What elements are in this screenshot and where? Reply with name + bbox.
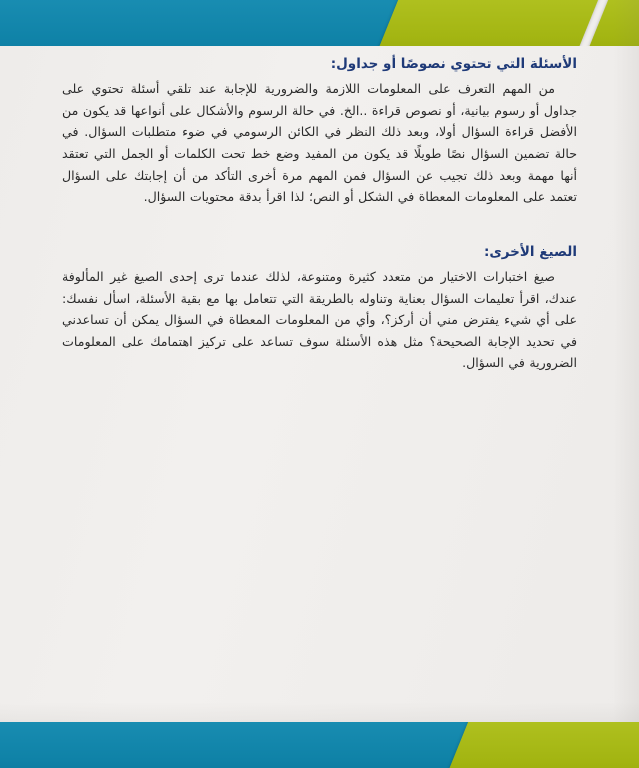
section-paragraph-other-formats: صيغ اختبارات الاختيار من متعدد كثيرة ومتنوعة، لذلك عندما ترى إحدى الصيغ غير المألوفة عندك، اقرأ تعليمات السؤال بعناية وتناوله بالطريقة التي تتعامل بها مع بقية الأسئلة، اسأل نفسك: على أي شيء يفترض مني أن أركز؟، وأي من المعلومات المعطاة في السؤال يمكن أن تساعدني في تحديد الإجابة الصحيحة؟ مثل هذه الأسئلة سوف تساعد على تركيز اهتمامك على المعلومات الضرورية في السؤال. [62, 269, 577, 371]
section-paragraph-texts-tables: من المهم التعرف على المعلومات اللازمة والضرورية للإجابة عند تلقي أسئلة تحتوي على جداول أو رسوم بيانية، أو نصوص قراءة ..الخ. في حالة الرسوم والأشكال على أنواعها قد يكون من الأفضل قراءة السؤال أولا، وبعد ذلك النظر في الكائن الرسومي في ضوء متطلبات السؤال. في حالة تضمين السؤال نصًا طويلًا قد يكون من المفيد وضع خط تحت الكلمات أو الجمل التي تعتقد أنها مهمة وبعد ذلك تجيب عن السؤال فمن المهم مرة أخرى التأكد من أن إجابتك على السؤال تعتمد على المعلومات المعطاة في الشكل أو النص؛ لذا اقرأ بدقة محتويات السؤال. [62, 81, 577, 205]
footer-banner [0, 722, 639, 768]
header-banner [0, 0, 639, 46]
footer-band-green-inner [440, 722, 639, 768]
page-content [0, 46, 639, 722]
header-band-blue-left [0, 0, 406, 46]
header-band-green-inner [370, 0, 602, 46]
section-heading-texts-tables: الأسئلة التي تحتوي نصوصًا أو جداول: [330, 56, 577, 72]
text-column [62, 46, 577, 374]
footer-band-blue-left [0, 722, 476, 768]
section-heading-other-formats: الصيغ الأخرى: [483, 243, 577, 260]
